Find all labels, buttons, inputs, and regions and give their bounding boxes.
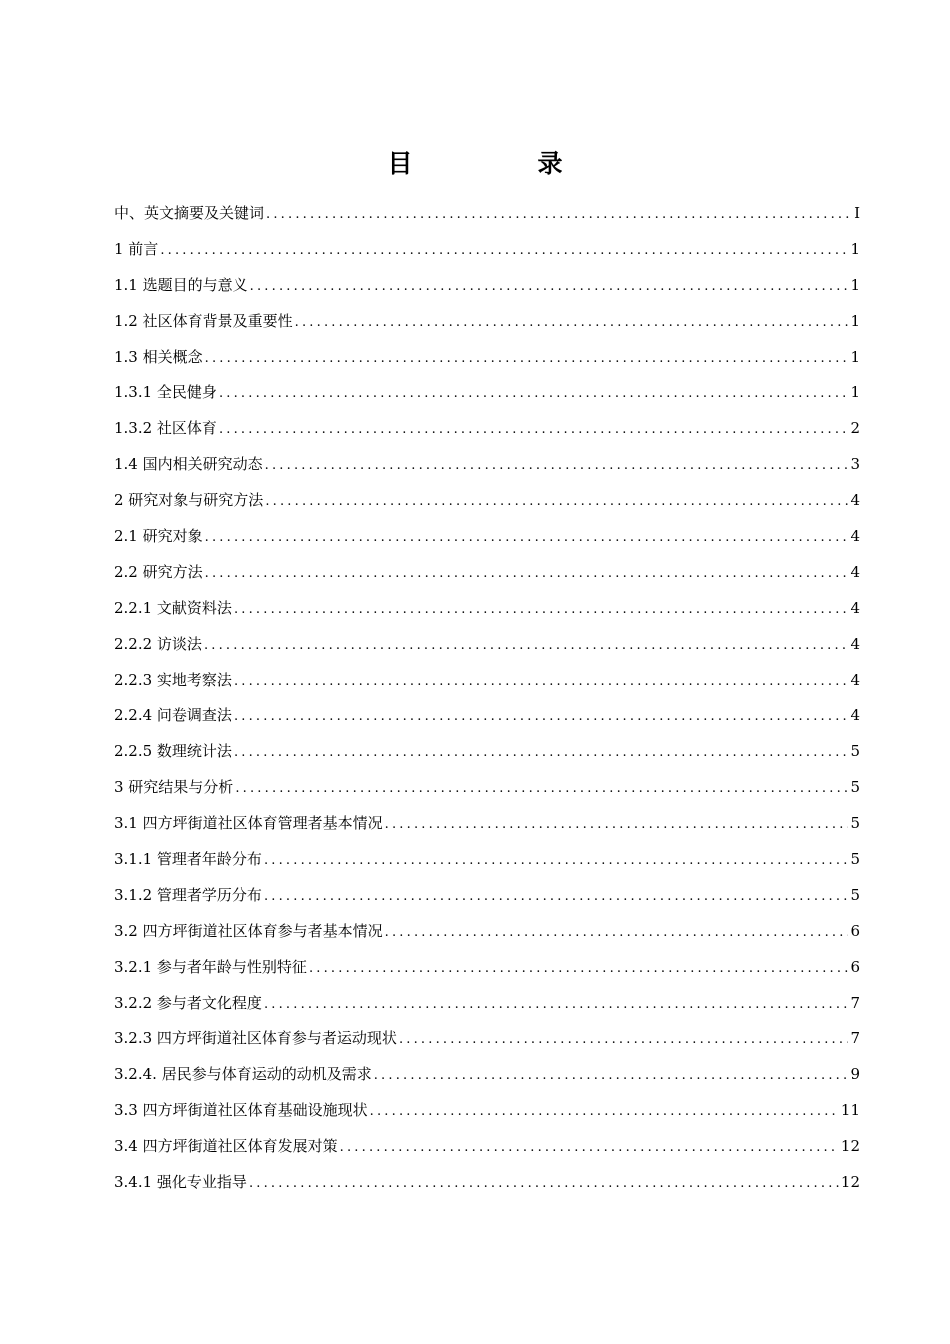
- toc-entry[interactable]: [114, 519, 860, 555]
- toc-entry-page: 9: [850, 1065, 860, 1084]
- toc-entry[interactable]: [114, 770, 860, 806]
- toc-entry-page: 11: [840, 1101, 860, 1120]
- toc-dot-leader: [370, 1094, 839, 1130]
- toc-entry-page: 12: [840, 1173, 860, 1192]
- toc-entry-title: 2.2.2 访谈法: [114, 634, 202, 653]
- toc-entry-title: 1 前言: [114, 239, 159, 258]
- toc-dot-leader: [219, 412, 849, 448]
- toc-dot-leader: [205, 520, 849, 556]
- toc-dot-leader: [340, 1130, 839, 1166]
- toc-dot-leader: [250, 269, 849, 305]
- toc-entry[interactable]: [114, 555, 860, 591]
- toc-entry-title: 3.1 四方坪街道社区体育管理者基本情况: [114, 814, 383, 833]
- toc-entry[interactable]: [114, 914, 860, 950]
- toc-dot-leader: [205, 556, 849, 592]
- toc-dot-leader: [266, 197, 852, 233]
- toc-entry-title: 3.4 四方坪街道社区体育发展对策: [114, 1137, 338, 1156]
- toc-dot-leader: [385, 915, 849, 951]
- toc-entry-title: 2 研究对象与研究方法: [114, 491, 264, 510]
- toc-entry-page: 4: [850, 491, 860, 510]
- toc-entry-page: 2: [850, 419, 860, 438]
- toc-entry-page: 4: [850, 670, 860, 689]
- toc-entry-title: 2.2.1 文献资料法: [114, 598, 232, 617]
- toc-entry-page: 1: [850, 239, 860, 258]
- page-title: 目 录: [387, 149, 613, 178]
- toc-dot-leader: [204, 628, 849, 664]
- toc-entry-page: 5: [850, 885, 860, 904]
- toc-entry[interactable]: [114, 986, 860, 1022]
- toc-dot-leader: [205, 341, 849, 377]
- toc-entry[interactable]: [114, 627, 860, 663]
- toc-dot-leader: [385, 807, 849, 843]
- toc-entry-title: 3.4.1 强化专业指导: [114, 1173, 247, 1192]
- toc-entry-page: 4: [850, 706, 860, 725]
- toc-entry-page: 6: [850, 957, 860, 976]
- toc-entry-page: 5: [850, 778, 860, 797]
- toc-entry-page: 3: [850, 455, 860, 474]
- toc-dot-leader: [264, 879, 849, 915]
- toc-entry-title: 1.4 国内相关研究动态: [114, 455, 263, 474]
- toc-entry-title: 3.2.4. 居民参与体育运动的动机及需求: [114, 1065, 372, 1084]
- toc-entry-page: I: [854, 204, 860, 222]
- toc-entry[interactable]: [114, 304, 860, 340]
- toc-entry[interactable]: [114, 232, 860, 268]
- toc-entry-title: 3.2.1 参与者年龄与性别特征: [114, 957, 307, 976]
- toc-dot-leader: [265, 448, 849, 484]
- toc-entry-page: 4: [850, 598, 860, 617]
- toc-dot-leader: [219, 376, 849, 412]
- toc-entry-page: 4: [850, 634, 860, 653]
- toc-dot-leader: [235, 771, 848, 807]
- toc-entry[interactable]: [114, 842, 860, 878]
- toc-entry[interactable]: [114, 806, 860, 842]
- toc-entry[interactable]: [114, 483, 860, 519]
- toc-entry-title: 1.1 选题目的与意义: [114, 275, 248, 294]
- toc-entry-title: 1.3.1 全民健身: [114, 383, 217, 402]
- toc-entry-page: 4: [850, 527, 860, 546]
- toc-entry[interactable]: [114, 1093, 860, 1129]
- toc-entry-page: 6: [850, 921, 860, 940]
- toc-entry-page: 12: [840, 1137, 860, 1156]
- toc-entry[interactable]: [114, 268, 860, 304]
- toc-entry-page: 1: [850, 275, 860, 294]
- toc-entry[interactable]: [114, 340, 860, 376]
- toc-entry-page: 4: [850, 562, 860, 581]
- toc-entry-title: 中、英文摘要及关键词: [114, 204, 265, 222]
- toc-entry-page: 7: [850, 1029, 860, 1048]
- toc-entry-title: 1.3.2 社区体育: [114, 419, 217, 438]
- toc-dot-leader: [265, 484, 848, 520]
- toc-entry-title: 3.1.2 管理者学历分布: [114, 885, 262, 904]
- toc-dot-leader: [234, 735, 849, 771]
- toc-dot-leader: [295, 305, 849, 341]
- toc-dot-leader: [160, 233, 848, 269]
- table-of-contents: [114, 196, 860, 1201]
- toc-entry[interactable]: [114, 411, 860, 447]
- toc-entry[interactable]: [114, 1057, 860, 1093]
- toc-dot-leader: [309, 951, 849, 987]
- toc-dot-leader: [249, 1166, 839, 1202]
- toc-entry[interactable]: [114, 591, 860, 627]
- toc-entry-title: 3.2 四方坪街道社区体育参与者基本情况: [114, 921, 383, 940]
- toc-dot-leader: [264, 843, 849, 879]
- toc-dot-leader: [399, 1022, 849, 1058]
- toc-entry-title: 2.2.3 实地考察法: [114, 670, 232, 689]
- toc-entry[interactable]: [114, 950, 860, 986]
- toc-dot-leader: [374, 1058, 849, 1094]
- toc-entry-title: 1.3 相关概念: [114, 347, 203, 366]
- toc-entry[interactable]: [114, 698, 860, 734]
- toc-entry[interactable]: [114, 1129, 860, 1165]
- toc-entry-title: 2.2.5 数理统计法: [114, 742, 232, 761]
- toc-entry-title: 2.2.4 问卷调查法: [114, 706, 232, 725]
- toc-entry-title: 3 研究结果与分析: [114, 778, 234, 797]
- toc-entry[interactable]: [114, 375, 860, 411]
- toc-entry-title: 3.1.1 管理者年龄分布: [114, 850, 262, 869]
- toc-entry-page: 1: [850, 311, 860, 330]
- toc-entry-page: 5: [850, 850, 860, 869]
- toc-entry-page: 5: [850, 742, 860, 761]
- toc-entry-title: 1.2 社区体育背景及重要性: [114, 311, 293, 330]
- toc-dot-leader: [234, 664, 849, 700]
- toc-entry-title: 2.1 研究对象: [114, 527, 203, 546]
- toc-dot-leader: [234, 592, 849, 628]
- toc-entry[interactable]: [114, 1021, 860, 1057]
- toc-entry-title: 3.2.2 参与者文化程度: [114, 993, 262, 1012]
- toc-entry[interactable]: [114, 878, 860, 914]
- toc-entry[interactable]: [114, 1165, 860, 1201]
- toc-entry[interactable]: [114, 663, 860, 699]
- toc-entry-page: 1: [850, 347, 860, 366]
- toc-entry-title: 3.2.3 四方坪街道社区体育参与者运动现状: [114, 1029, 397, 1048]
- toc-entry-title: 3.3 四方坪街道社区体育基础设施现状: [114, 1101, 368, 1120]
- toc-entry-page: 1: [850, 383, 860, 402]
- toc-entry[interactable]: [114, 196, 860, 232]
- toc-entry-title: 2.2 研究方法: [114, 562, 203, 581]
- toc-entry[interactable]: [114, 447, 860, 483]
- toc-entry-page: 7: [850, 993, 860, 1012]
- toc-dot-leader: [234, 699, 849, 735]
- toc-entry-page: 5: [850, 814, 860, 833]
- toc-entry[interactable]: [114, 734, 860, 770]
- toc-dot-leader: [264, 987, 849, 1023]
